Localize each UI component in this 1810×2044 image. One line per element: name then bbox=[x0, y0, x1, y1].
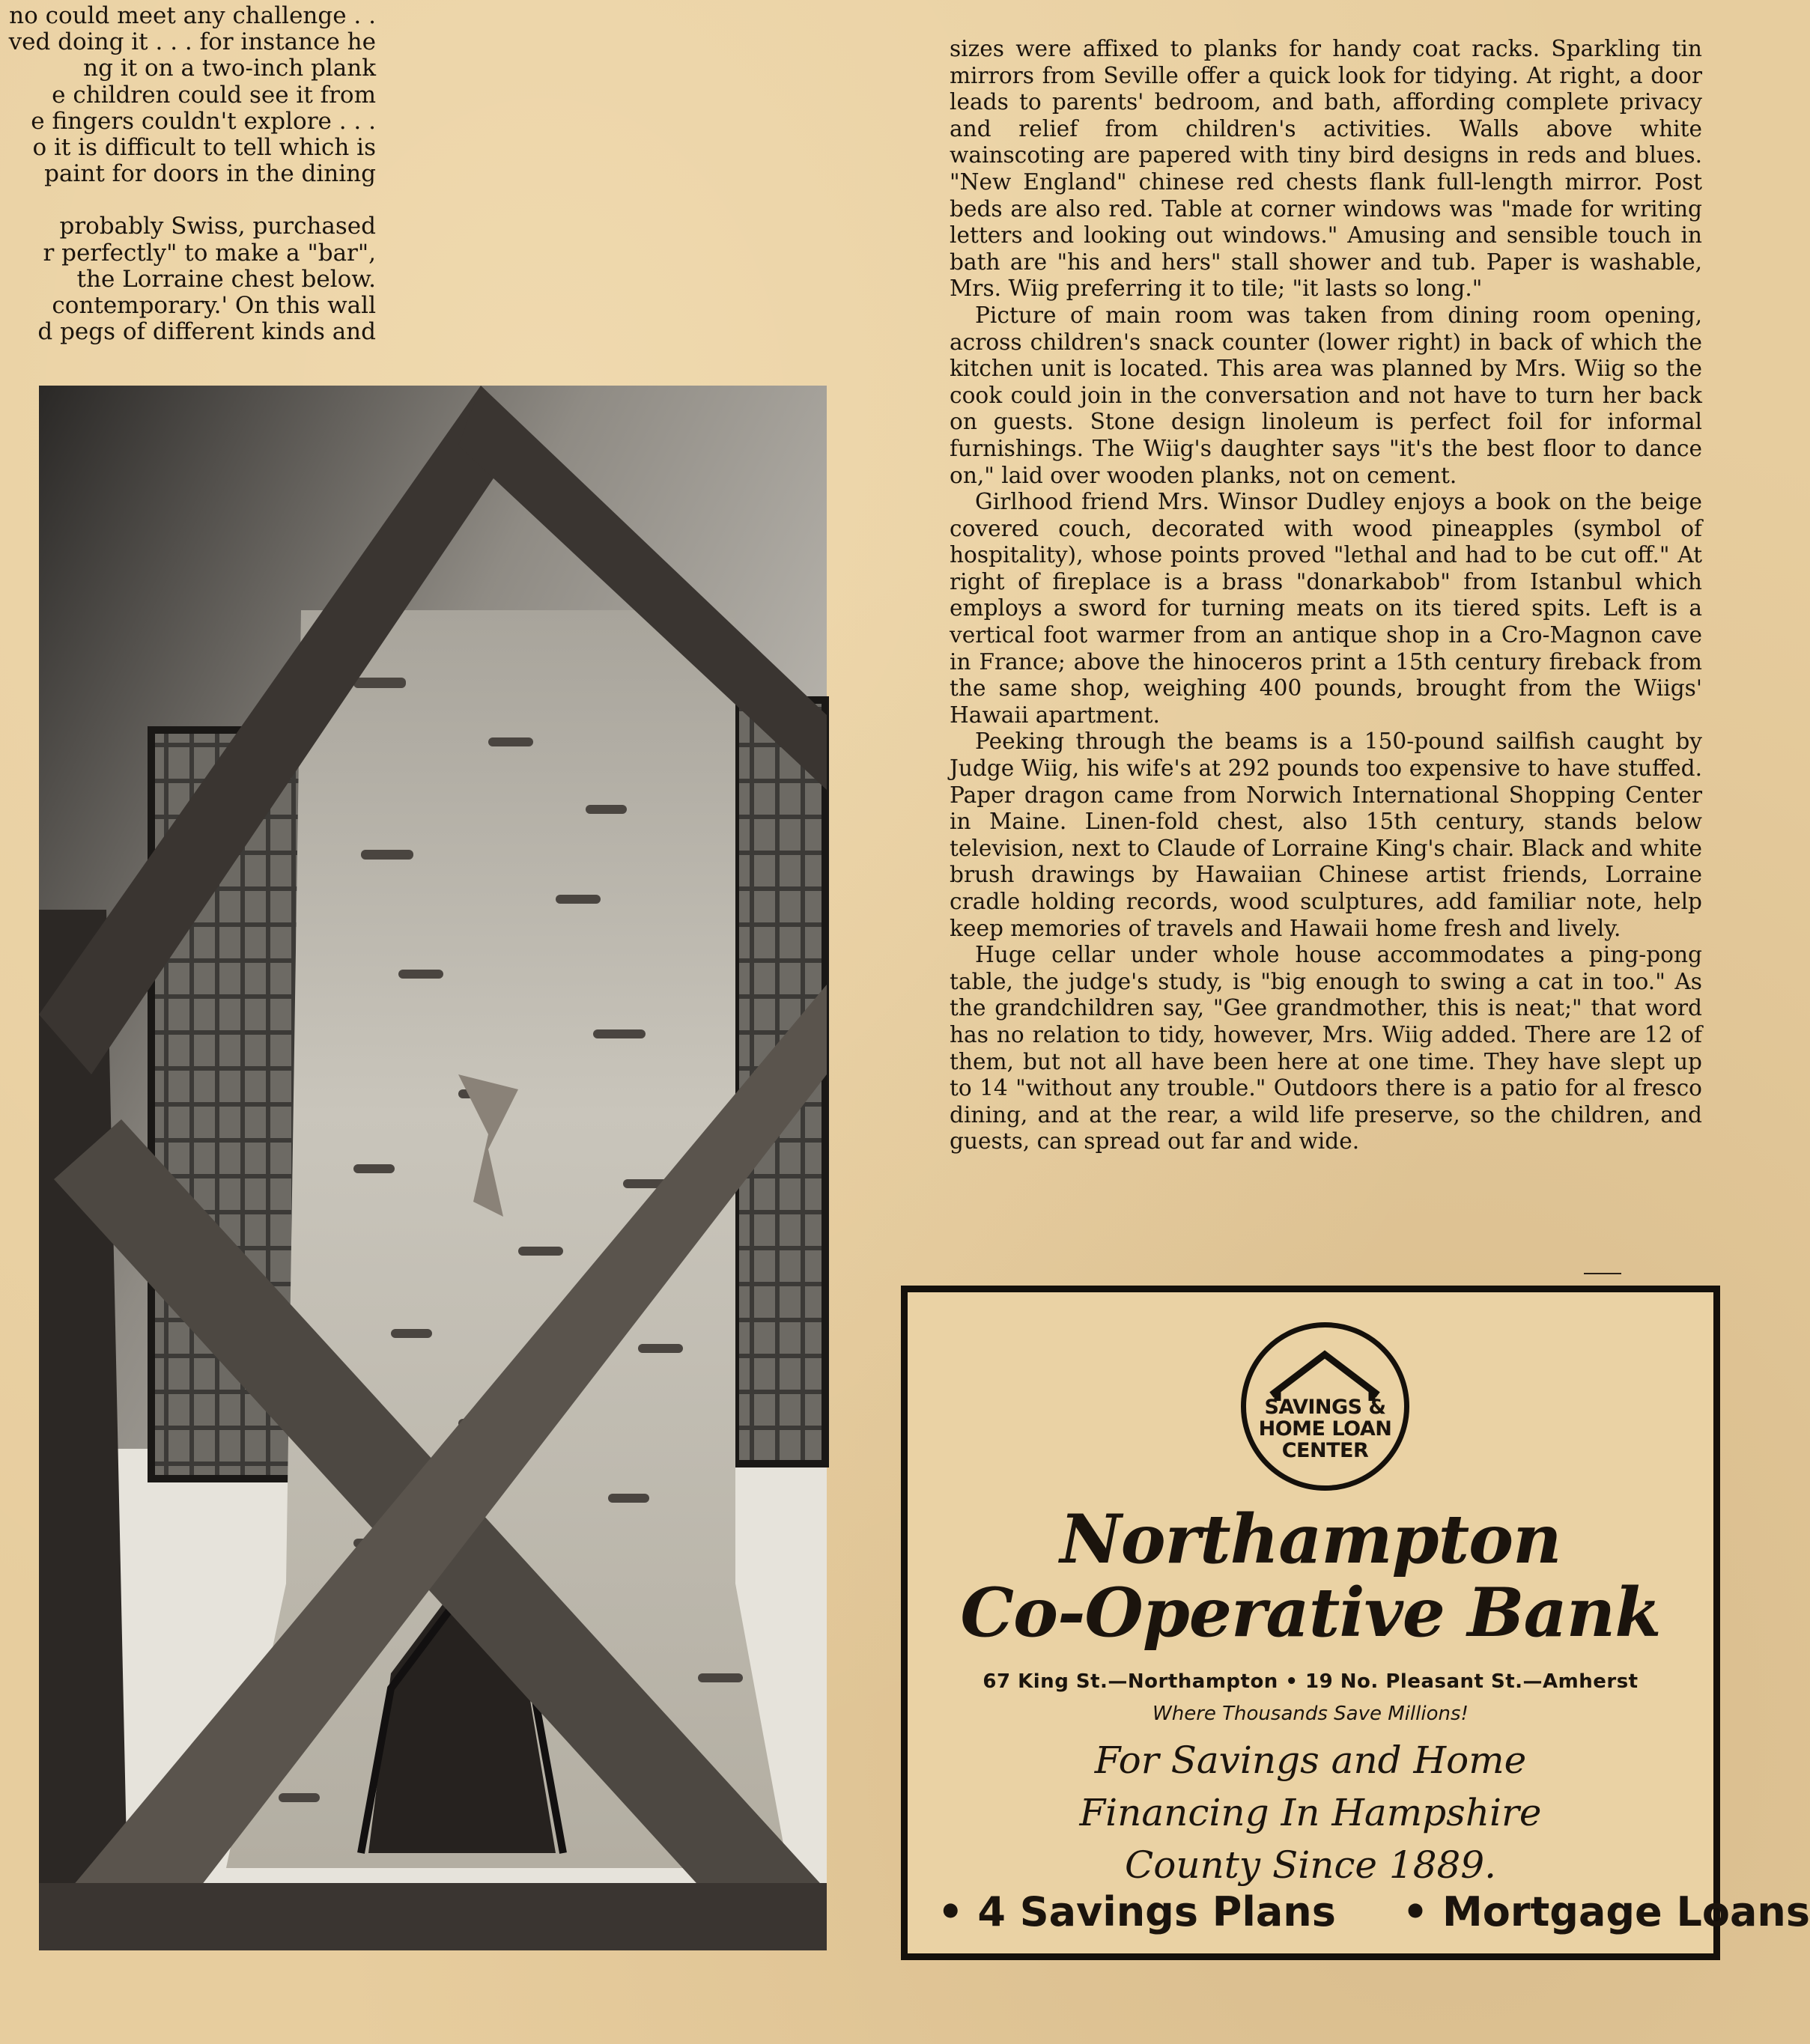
logo-line: HOME LOAN bbox=[1258, 1417, 1392, 1441]
text-line: o it is difficult to tell which is bbox=[32, 133, 376, 161]
bullet-mortgage-loans: • Mortgage Loans bbox=[1402, 1888, 1810, 1935]
paragraph: Peeking through the beams is a 150-pound sailfish caught by Judge Wiig, his wife's at 292 pounds too expensive to have stuffed. Paper dragon came from Norwich International Shopping Center in Maine. Linen-fold chest, also 15th century, stands below television, next to Claude of Lorraine King's chair. Black and white brush drawings by Hawaiian Chinese artist friends, Lorraine cradle holding records, wood sculptures, add familiar note, help keep memories of travels and Hawaii home fresh and lively. bbox=[950, 729, 1702, 941]
tagline-line: For Savings and Home bbox=[1094, 1739, 1527, 1782]
paragraph: Girlhood friend Mrs. Winsor Dudley enjoys a book on the beige covered couch, decorated with wood pineapples (symbol of hospitality), whose points proved "lethal and had to be cut off." At right of fireplace is a brass "donarkabob" from Istanbul which employs a sword for turning meats on its tiered spits. Left is a vertical foot warmer from an antique shop in a Cro-Magnon cave in France; above the hinoceros print a 15th century fireback from the same shop, weighing 400 pounds, brought from the Wiigs' Hawaii apartment. bbox=[950, 489, 1702, 728]
article-column bbox=[950, 36, 1702, 1155]
logo-line: CENTER bbox=[1281, 1439, 1369, 1462]
text-line: paint for doors in the dining bbox=[44, 160, 376, 188]
paragraph: Picture of main room was taken from dining room opening, across children's snack counter (lower right) in back of which the kitchen unit is located. This area was planned by Mrs. Wiig so the cook could join in the conversation and not have to turn her back on guests. Stone design linoleum is perfect foil for informal furnishings. The Wiig's daughter says "it's the best floor to dance on," laid over wooden planks, not on cement. bbox=[950, 302, 1702, 488]
text-line: d pegs of different kinds and bbox=[37, 318, 376, 346]
text-line: the Lorraine chest below. bbox=[76, 265, 376, 293]
house-roof-icon bbox=[1269, 1348, 1381, 1401]
bank-address: 67 King St.—Northampton • 19 No. Pleasant St.—Amherst bbox=[983, 1670, 1639, 1693]
text-line: probably Swiss, purchased bbox=[59, 213, 376, 240]
bank-name-line1: Northampton bbox=[1060, 1500, 1561, 1579]
bank-logo bbox=[1241, 1322, 1409, 1491]
logo-line: SAVINGS & bbox=[1264, 1396, 1386, 1419]
text-line: contemporary.' On this wall bbox=[52, 291, 376, 319]
bullet-savings-plans: • 4 Savings Plans bbox=[938, 1888, 1336, 1935]
bullet-row bbox=[938, 1888, 1810, 1935]
text-line: e children could see it from bbox=[52, 81, 376, 109]
text-line: ved doing it . . . for instance he bbox=[8, 28, 376, 56]
tagline-line: Financing In Hampshire bbox=[1079, 1791, 1542, 1834]
text-line: e fingers couldn't explore . . . bbox=[31, 107, 376, 135]
tagline-line: County Since 1889. bbox=[1124, 1843, 1497, 1887]
left-column-text bbox=[0, 3, 376, 345]
bank-advertisement bbox=[901, 1286, 1810, 1960]
paragraph: sizes were affixed to planks for handy coat racks. Sparkling tin mirrors from Seville offer a quick look for tidying. At right, a door leads to parents' bedroom, and bath, affording complete privacy and relief from children's activities. Walls above white wainscoting are papered with tiny bird designs in reds and blues. "New England" chinese red chests flank full-length mirror. Post beds are also red. Table at corner windows was "made for writing letters and looking out windows." Amusing and sensible touch in bath are "his and hers" stall shower and tub. Paper is washable, Mrs. Wiig preferring it to tile; "it lasts so long." bbox=[950, 36, 1702, 302]
text-line: ng it on a two-inch plank bbox=[83, 55, 376, 82]
divider bbox=[1584, 1273, 1621, 1274]
chimney-photo-graphic bbox=[39, 386, 827, 1950]
paragraph: Huge cellar under whole house accommodates a ping-pong table, the judge's study, is "big enough to swing a cat in too." As the grandchildren say, "Gee grandmother, this is neat;" that word has no relation to tidy, however, Mrs. Wiig added. There are 12 of them, but not all have been here at one time. They have slept up to 14 "without any trouble." Outdoors there is a patio for al fresco dining, and at the rear, a wild life preserve, so the children, and guests, can spread out far and wide. bbox=[950, 942, 1702, 1155]
text-line: no could meet any challenge . . bbox=[9, 2, 376, 29]
chimney-photo bbox=[39, 386, 827, 1950]
text-line: r perfectly" to make a "bar", bbox=[43, 239, 376, 267]
bank-slogan: Where Thousands Save Millions! bbox=[1152, 1703, 1469, 1725]
bank-name-line2: Co-Operative Bank bbox=[960, 1573, 1661, 1652]
